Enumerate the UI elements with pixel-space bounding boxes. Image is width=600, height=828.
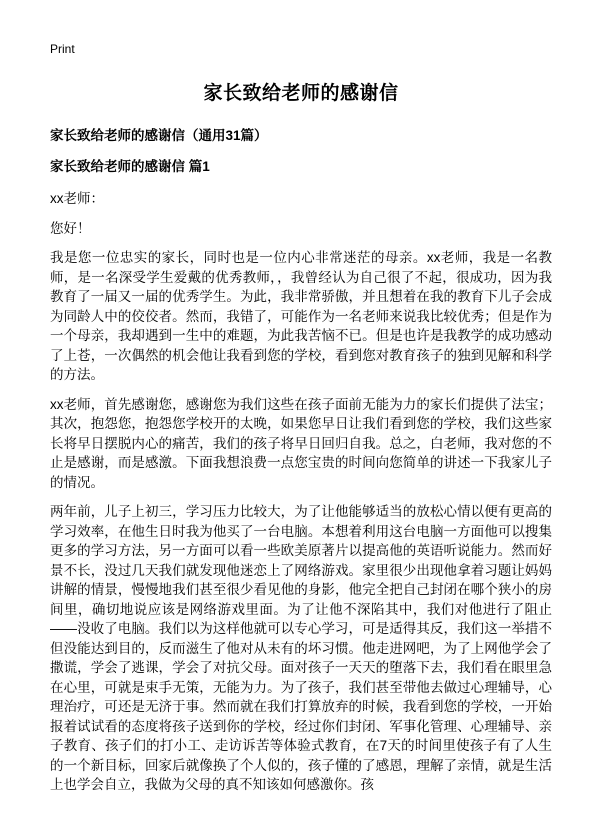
greeting: 您好！ (50, 220, 91, 236)
page-title: 家长致给老师的感谢信 (203, 83, 399, 104)
section-heading-part1: 家长致给老师的感谢信 篇1 (50, 159, 210, 174)
salutation: xx老师： (50, 191, 104, 206)
body-paragraph-1: 我是您一位忠实的家长，同时也是一位内心非常迷茫的母亲。xx老师，我是一名教师，是一名深受学生爱戴的优秀教师，，我曾经认为自己很了不起，很成功，因为我教育了一届又一届的优秀学生。为此，我非常骄傲，并且想着在我的教育下儿子会成为同龄人中的佼佼者。然而，我错了，可能作为一名老师来说我比较优秀；但是作为一个母亲，我却遇到一生中的难题，为此我苦恼不已。但是也许是我教学的成功感动了上苍，一次偶然的机会他让我看到您的学校，看到您对教育孩子的独到见解和科学的方法。 (50, 250, 552, 382)
body-paragraph-2: xx老师，首先感谢您，感谢您为我们这些在孩子面前无能为力的家长们提供了法宝；其次，抱怨您，抱怨您学校开的太晚，如果您早日让我们看到您的学校，我们这些家长将早日摆脱内心的痛苦，我们的孩子将早日回归自我。总之，白老师，我对您的不止是感谢，而是感激。下面我想浪费一点您宝贵的时间向您简单的讲述一下我家儿子的情况。 (50, 396, 552, 490)
print-link[interactable]: Print (50, 42, 75, 56)
body-paragraph-3: 两年前，儿子上初三，学习压力比较大，为了让他能够适当的放松心情以便有更高的学习效率，在他生日时我为他买了一台电脑。本想着利用这台电脑一方面他可以搜集更多的学习方法，另一方面可以看一些欧美原著片以提高他的英语听说能力。然而好景不长，没过几天我们就发现他迷恋上了网络游戏。家里很少出现他拿着习题让妈妈讲解的情景，慢慢地我们甚至很少看见他的身影，他完全把自己封闭在哪个狭小的房间里，确切地说应该是网络游戏里面。为了让他不深陷其中，我们对他进行了阻止——没收了电脑。我们以为这样他就可以专心学习，可是适得其反，我们这一举措不但没能达到目的，反而滋生了他对从未有的坏习惯。他走进网吧，为了上网他学会了撒谎，学会了逃课，学会了对抗父母。面对孩子一天天的堕落下去，我们看在眼里急在心里，可就是束手无策，无能为力。为了孩子，我们甚至带他去做过心理辅导，心理治疗，可还是无济于事。然而就在我们打算放弃的时候，我看到您的学校，一开始报着试试看的态度将孩子送到你的学校，经过你们封闭、军事化管理、心理辅导、亲子教育、孩子们的打小工、走访诉苦等体验式教育，在7天的时间里使孩子有了人生的一个新目标，回家后就像换了个人似的，孩子懂的了感恩，理解了亲情，就是生活上也学会自立，我做为父母的真不知该如何感激你。孩 (50, 504, 552, 792)
document-subtitle: 家长致给老师的感谢信（通用31篇） (50, 128, 268, 143)
